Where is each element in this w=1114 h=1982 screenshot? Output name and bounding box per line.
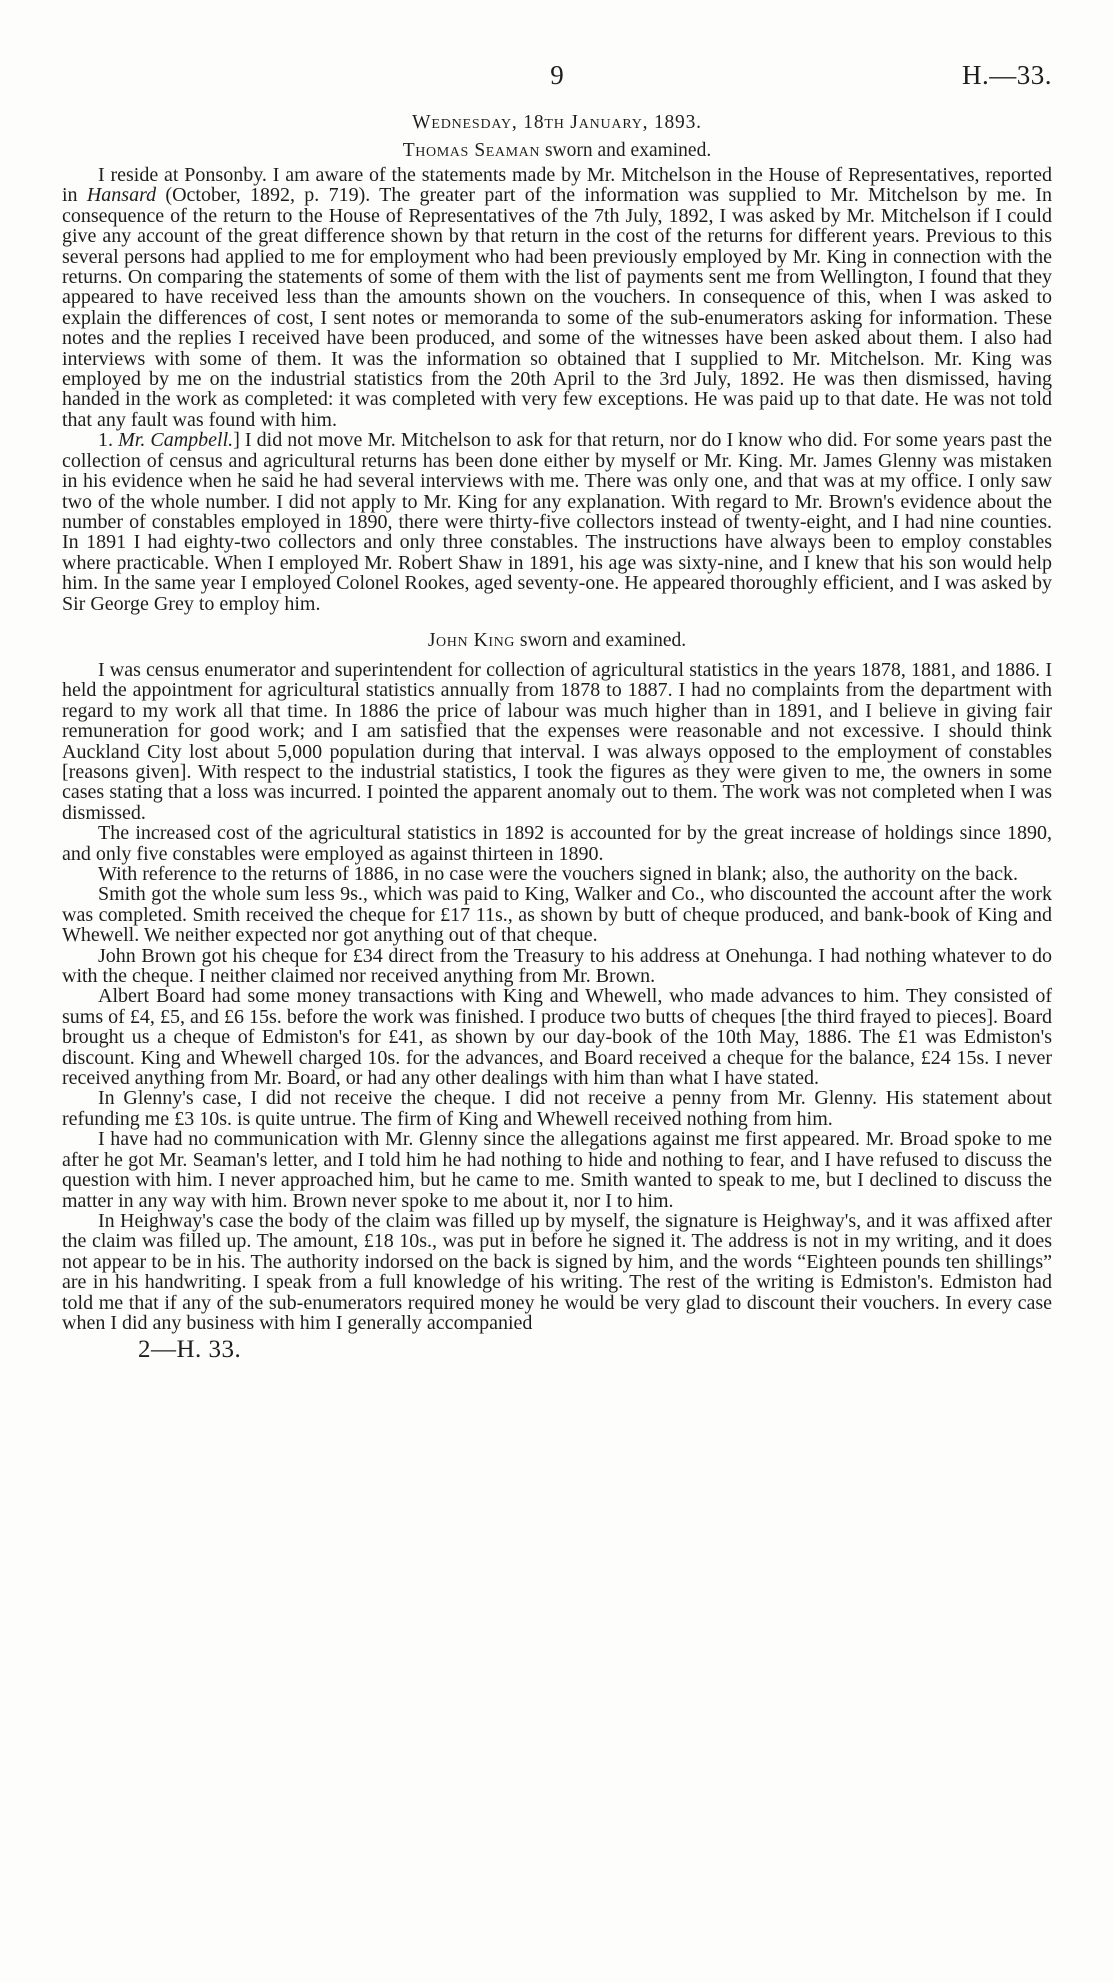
paragraph-text: I reside at Ponsonby. I am aware of the statements made by Mr. Mitchelson in the House of Representatives, reported in	[62, 164, 1052, 207]
witness-suffix: sworn and examined.	[540, 140, 712, 161]
paragraph: Albert Board had some money transactions with King and Whewell, who made advances to him. They consisted of sums of £4, £5, and £6 15s. before the work was finished. I produce two butts of cheques [the third frayed to pieces]. Board brought us a cheque of Edmiston's for £41, as shown by our day-book of the 10th May, 1886. The £1 was Edmiston's discount. King and Whewell charged 10s. for the advances, and Board received a cheque for the balance, £24 15s. I never received anything from Mr. Board, or had any other dealings with him than what I have stated.	[62, 985, 1052, 1090]
page-header	[62, 60, 1052, 100]
paragraph	[62, 165, 1052, 430]
question-number: 1.	[98, 429, 119, 452]
paragraph-text: ] I did not move Mr. Mitchelson to ask for that return, nor do I know who did. For some years past the collection of census and agricultural returns has been done either by myself or Mr. King. Mr. James Glenny was mistaken in his evidence when he said he had several interviews with me. There was only one, and that was at my office. I only saw two of the whole number. I did not apply to Mr. King for any explanation. With regard to Mr. Brown's evidence about the number of constables employed in 1890, there were thirty-five collectors instead of twenty-eight, and I had nine counties. In 1891 I had eighty-two collectors and only three constables. The instructions have always been to employ constables where practicable. When I employed Mr. Robert Shaw in 1891, his age was sixty-nine, and I knew that his son would help him. In the same year I employed Colonel Rookes, aged seventy-one. He appeared thoroughly efficient, and I was asked by Sir George Grey to employ him.	[62, 429, 1053, 615]
hansard-citation: Hansard	[86, 184, 157, 207]
paragraph: In Glenny's case, I did not receive the cheque. I did not receive a penny from Mr. Glenny. His statement about refunding me £3 10s. is quite untrue. The firm of King and Whewell received nothing from him.	[62, 1087, 1052, 1130]
document-page	[62, 60, 1052, 1364]
witness-name: John King	[427, 629, 516, 651]
paragraph: With reference to the returns of 1886, in no case were the vouchers signed in blank; also, the authority on the back.	[98, 863, 1019, 885]
page-number: 9	[550, 60, 564, 90]
signature-mark: 2—H. 33.	[138, 1336, 242, 1364]
witness-heading-king	[62, 630, 1052, 652]
examiner-name: Mr. Campbell.	[118, 429, 234, 452]
paragraph: I was census enumerator and superintendent for collection of agricultural statistics in the years 1878, 1881, and 1886. I held the appointment for agricultural statistics annually from 1878 to 1887. I had no complaints from the department with regard to my work all that time. In 1886 the price of labour was much higher than in 1891, and I believe in giving fair remuneration for good work; and I am satisfied that the expenses were reasonable and not excessive. I should think Auckland City lost about 5,000 population during that interval. I was always opposed to the employment of constables [reasons given]. With respect to the industrial statistics, I took the figures as they were given to me, the owners in some cases stating that a loss was incurred. I pointed the apparent anomaly out to them. The work was not completed when I was dismissed.	[62, 658, 1052, 824]
paragraph	[62, 430, 1052, 614]
paragraph: I have had no communication with Mr. Glenny since the allegations against me first appeared. Mr. Broad spoke to me after he got Mr. Seaman's letter, and I told him he had nothing to hide and nothing to fear, and I have refused to discuss the question with him. I never approached him, but he came to me. Smith wanted to speak to me, but I declined to discuss the matter in any way with him. Brown never spoke to me about it, nor I to him.	[62, 1128, 1052, 1212]
witness-suffix: sworn and examined.	[515, 629, 687, 651]
paragraph: John Brown got his cheque for £34 direct from the Treasury to his address at Onehunga. I had nothing whatever to do with the cheque. I neither claimed nor received anything from Mr. Brown.	[62, 944, 1052, 988]
witness-name: Thomas Seaman	[402, 140, 541, 161]
paragraph: The increased cost of the agricultural statistics in 1892 is accounted for by the great increase of holdings since 1890, and only five constables were employed as against thirteen in 1890.	[62, 822, 1052, 865]
witness-heading-seaman	[62, 140, 1052, 162]
document-reference: H.—33.	[962, 60, 1052, 90]
paragraph: Smith got the whole sum less 9s., which was paid to King, Walker and Co., who discounted the account after the work was completed. Smith received the cheque for £17 11s., as shown by butt of cheque produced, and bank-book of King and Whewell. We neither expected nor got anything out of that cheque.	[62, 883, 1052, 947]
date-heading: Wednesday, 18th January, 1893.	[412, 112, 702, 133]
paragraph: In Heighway's case the body of the claim was filled up by myself, the signature is Heighway's, and it was affixed after the claim was filled up. The amount, £18 10s., was put in before he signed it. The address is not in my writing, and it does not appear to be in his. The authority indorsed on the back is signed by him, and the words “Eighteen pounds ten shillings” are in his handwriting. I speak from a full knowledge of his writing. The rest of the writing is Edmiston's. Edmiston had told me that if any of the sub-enumerators required money he would be very glad to discount their vouchers. In every case when I did any business with him I generally accompanied	[62, 1209, 1052, 1334]
paragraph-text: (October, 1892, p. 719). The greater part of the information was supplied to Mr. Mitchelson by me. In consequence of the return to the House of Representatives of the 7th July, 1892, I was asked by Mr. Mitchelson if I could give any account of the great difference shown by that return in the cost of the returns for different years. Previous to this several persons had applied to me for employment who had been previously employed by Mr. King in connection with the returns. On comparing the statements of some of them with the list of payments sent me from Wellington, I found that they appeared to have received less than the amounts shown on the vouchers. In consequence of this, when I was asked to explain the differences of cost, I sent notes or memoranda to some of the sub-enumerators asking for information. These notes and the replies I received have been produced, and some of the witnesses have been asked about them. I also had interviews with some of them. It was the information so obtained that I supplied to Mr. Mitchelson. Mr. King was employed by me on the industrial statistics from the 20th April to the 3rd July, 1892. He was then dismissed, having handed in the work as completed: it was completed with very few exceptions. He was paid up to that date. He was not told that any fault was found with him.	[62, 184, 1052, 431]
